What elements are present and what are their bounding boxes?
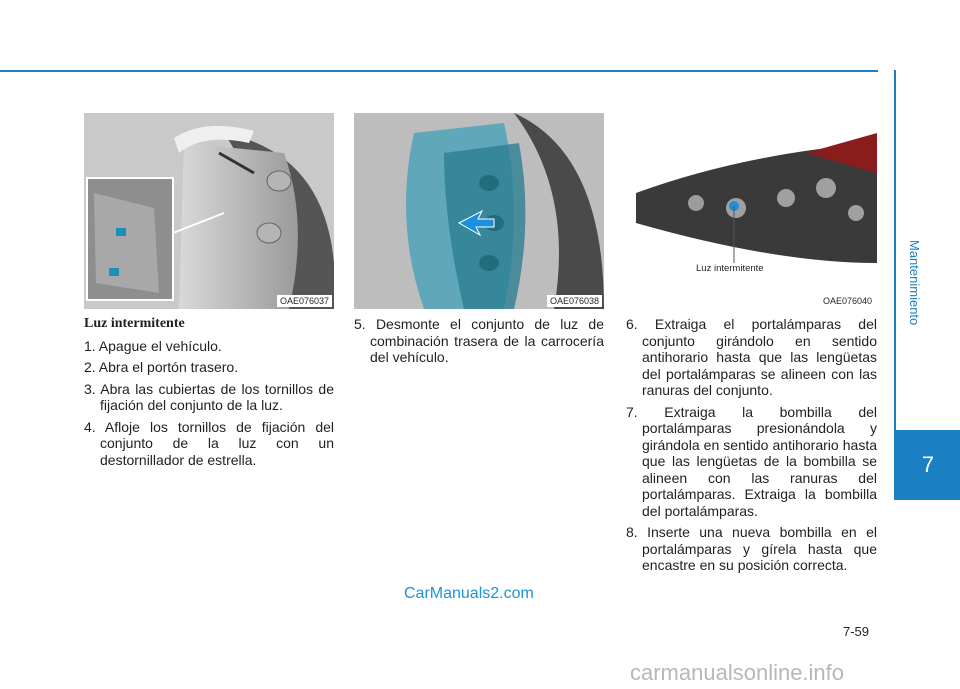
figure-code: OAE076040 (820, 295, 875, 307)
step-item: 2. Abra el portón trasero. (84, 359, 239, 375)
page-number: 7-59 (843, 624, 870, 639)
step-item: 3. Abra las cubiertas de los tornillos de fijación del conjunto de la luz. (84, 380, 334, 413)
figure-screw-covers-illustration (84, 113, 334, 309)
figure-bulb-socket-illustration (626, 113, 877, 309)
figure-screw-covers (84, 113, 334, 309)
watermark-link[interactable]: CarManuals2.com (404, 585, 534, 602)
step-item: 7. Extraiga la bombilla del portalámparas presionándola y girándola en sentido antihorario hasta que las lengüetas de la bombilla se alineen con las ranuras del portalámparas. Extraiga la bombilla del portalámparas. (626, 403, 877, 519)
figure-lamp-removal-illustration (354, 113, 604, 309)
step-item: 6. Extraiga el portalámparas del conjunto girándolo en sentido antihorario hasta que las lengüetas del portalámparas se alineen con las ranuras del conjunto. (626, 316, 877, 398)
figure-lamp-removal (354, 113, 604, 309)
step-item: 8. Inserte una nueva bombilla en el portalámparas y gírela hasta que encastre en su posición correcta. (626, 524, 877, 573)
chapter-title: Mantenimiento (907, 240, 922, 326)
column-2 (354, 316, 604, 371)
step-item: 5. Desmonte el conjunto de luz de combinación trasera de la carrocería del vehículo. (354, 316, 604, 365)
callout-label: Luz intermitente (696, 263, 764, 274)
section-title: Luz intermitente (84, 316, 185, 331)
step-list (626, 316, 877, 574)
header-rule (0, 70, 878, 72)
column-3 (626, 316, 877, 579)
chapter-number-tab: 7 (896, 430, 960, 500)
figure-bulb-socket (626, 113, 877, 309)
figure-code: OAE076037 (277, 295, 332, 307)
step-item: 1. Apague el vehículo. (84, 337, 222, 354)
column-1 (84, 316, 334, 473)
step-item: 4. Afloje los tornillos de fijación del conjunto de la luz con un destornillador de estrella. (84, 418, 334, 468)
watermark-footer: carmanualsonline.info (630, 660, 845, 685)
figure-code: OAE076038 (547, 295, 602, 307)
step-list (354, 316, 604, 366)
step-list (84, 338, 334, 469)
